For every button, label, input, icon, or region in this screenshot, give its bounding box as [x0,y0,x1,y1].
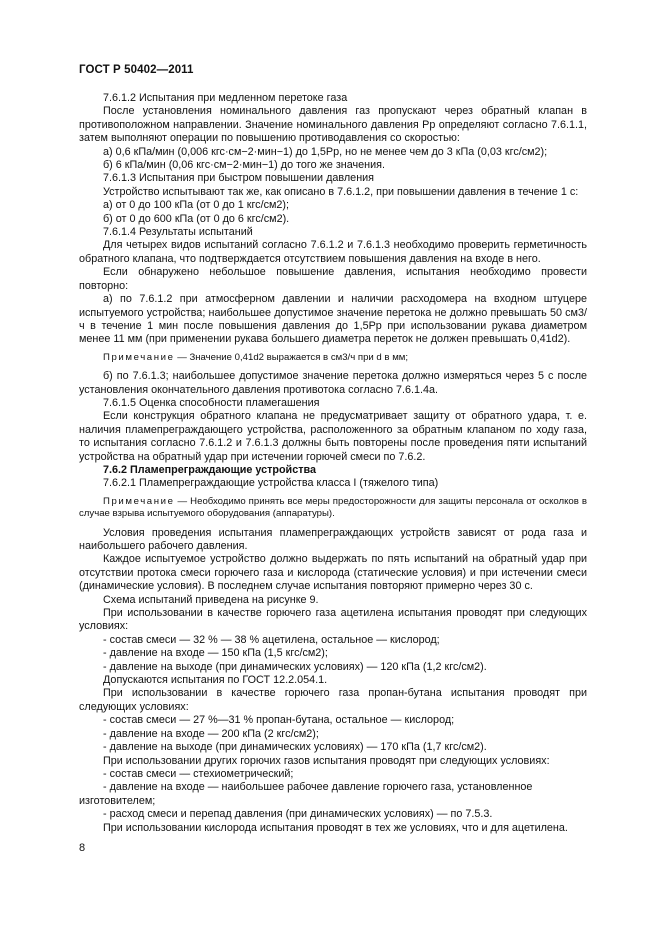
para-7613-1: Устройство испытывают так же, как описано в 7.6.1.2, при повышении давления в течение 1 с: [103,185,579,198]
heading-7612: 7.6.1.2 Испытания при медленном перетоке газа [103,92,348,104]
page-number: 8 [79,842,86,854]
document-header: ГОСТ Р 50402—2011 [79,64,194,76]
acetylene-item-1: - состав смеси — 32 % — 38 % ацетилена, остальное — кислород; [103,633,440,646]
para-7614-2: Если обнаружено небольшое повышение давления, испытания необходимо провести повторно: [79,266,587,292]
document-body [79,92,587,835]
para-7612-1: После установления номинального давления газ пропускают через обратный клапан в противоположном направлении. Значение номинального давления Pp определяют согласно 7.6.1.1, затем выполняют операции по повышению противодавления со скоростью: [79,105,587,145]
para-762-5: Допускаются испытания по ГОСТ 12.2.054.1. [103,674,328,687]
item-7612-b: б) 6 кПа/мин (0,06 кгс·см−2·мин−1) до того же значения. [103,159,385,172]
acetylene-item-2: - давление на входе — 150 кПа (1,5 кгс/см2); [103,647,328,660]
heading-7615: 7.6.1.5 Оценка способности пламегашения [103,396,320,409]
heading-762: 7.6.2 Пламепреграждающие устройства [103,463,316,476]
propane-item-2: - давление на входе — 200 кПа (2 кгс/см2); [103,727,319,740]
propane-item-1: - состав смеси — 27 %—31 % пропан-бутана, остальное — кислород; [103,714,455,727]
other-gas-item-1: - состав смеси — стехиометрический; [103,767,294,780]
heading-7613: 7.6.1.3 Испытания при быстром повышении давления [103,172,375,185]
para-762-6: При использовании в качестве горючего газа пропан-бутана испытания проводят при следующих условиях: [79,687,587,713]
para-762-2: Каждое испытуемое устройство должно выдержать по пять испытаний на обратный удар при отсутствии протока смеси горючего газа и кислорода (статические условия) и при истечении смеси (динамические условия). В последнем случае испытания повторяют примерно через 30 с. [79,553,587,593]
note-label: Примечание [103,351,175,363]
other-gas-item-3: - расход смеси и перепад давления (при динамических условиях) — по 7.5.3. [103,808,493,821]
item-7612-a: а) 0,6 кПа/мин (0,006 кгс·см−2·мин−1) до 1,5Pp, но не менее чем до 3 кПа (0,03 кгс/см2); [103,145,548,158]
heading-7621: 7.6.2.1 Пламепреграждающие устройства класса I (тяжелого типа) [103,477,439,490]
item-7613-a: а) от 0 до 100 кПа (от 0 до 1 кгс/см2); [103,199,289,212]
para-762-4: При использовании в качестве горючего газа ацетилена испытания проводят при следующих условиях: [79,607,587,633]
item-7613-b: б) от 0 до 600 кПа (от 0 до 6 кгс/см2). [103,212,290,225]
other-gas-item-2: - давление на входе — наибольшее рабочее давление горючего газа, установленное изготовителем; [79,781,533,807]
note-text: — Необходимо принять все меры предосторожности для защиты персонала от осколков в случае взрыва испытуемого оборудования (аппаратуры). [79,495,587,520]
para-762-1: Условия проведения испытания пламепреграждающих устройств зависят от рода газа и наибольшего рабочего давления. [79,526,587,552]
para-7614-1: Для четырех видов испытаний согласно 7.6.1.2 и 7.6.1.3 необходимо проверить герметичность обратного клапана, что подтверждается отсутствием повышения давления на входе в него. [79,239,587,265]
note-label: Примечание [103,495,175,507]
note-7621 [79,496,587,521]
para-762-7: При использовании других горючих газов испытания проводят при следующих условиях: [103,754,550,767]
item-7614-b: б) по 7.6.1.3; наибольшее допустимое значение перетока должно измеряться через 5 с после установления окончательного давления противотока согласно 7.6.1.4а. [79,370,587,396]
note-7614 [79,352,587,364]
para-7615-1: Если конструкция обратного клапана не предусматривает защиту от обратного удара, т. е. наличия пламепреграждающего устройства, расположенного за обратным клапаном по ходу газа, то испытания согласно 7.6.1.2 и 7.6.1.3 должны быть повторены после проведения пяти испытаний устройства на обратный удар при истечении горючей смеси по 7.6.2. [79,410,587,463]
propane-item-3: - давление на выходе (при динамических условиях) — 170 кПа (1,7 кгс/см2). [103,741,487,754]
para-762-8: При использовании кислорода испытания проводят в тех же условиях, что и для ацетилена. [103,821,568,834]
note-text: — Значение 0,41d2 выражается в см3/ч при d в мм; [174,351,409,363]
para-762-3: Схема испытаний приведена на рисунке 9. [103,593,319,606]
heading-7614: 7.6.1.4 Результаты испытаний [103,226,253,239]
item-7614-a: а) по 7.6.1.2 при атмосферном давлении и наличии расходомера на входном штуцере испытуемого устройства; наибольшее допустимое значение перетока не должно превышать 50 см3/ч в течение 1 мин после повышения давления до 1,5Pp при использовании рукава диаметром менее 11 мм (при применении рукава большего диаметра переток не должен превышать 0,41d2). [79,293,587,346]
acetylene-item-3: - давление на выходе (при динамических условиях) — 120 кПа (1,2 кгс/см2). [103,660,487,673]
